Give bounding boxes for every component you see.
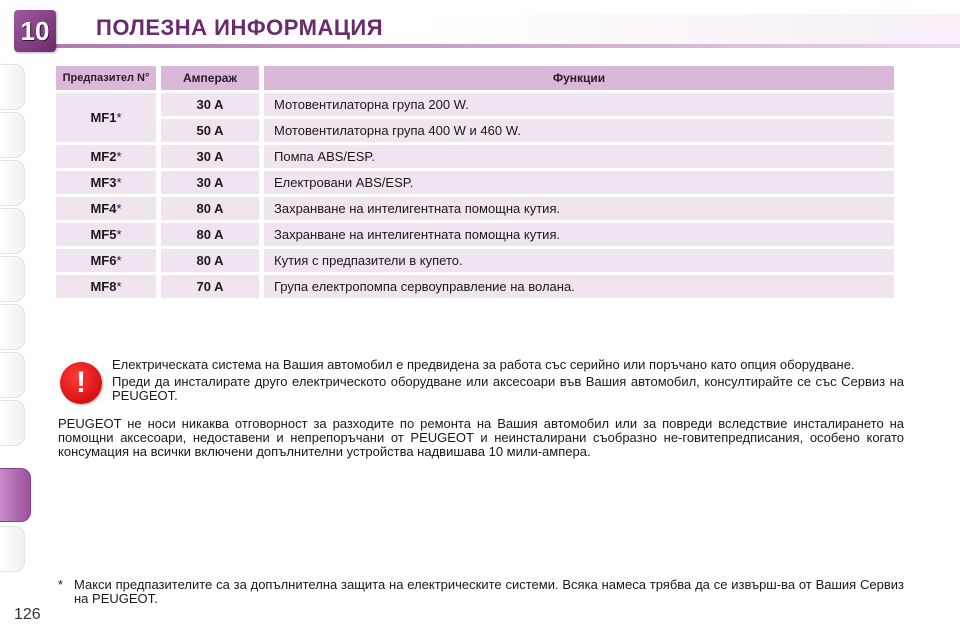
- fuse-cell: [56, 171, 156, 194]
- function-cell: Кутия с предпазители в купето.: [264, 249, 894, 272]
- side-tab[interactable]: [0, 304, 25, 350]
- side-tab[interactable]: [0, 112, 25, 158]
- footnote-marker: *: [58, 577, 64, 592]
- amperage-cell: 50 A: [161, 119, 259, 142]
- fuse-cell: [56, 223, 156, 246]
- function-cell: Захранване на интелигентната помощна кутия.: [264, 223, 894, 246]
- table-header-row: [56, 66, 894, 90]
- side-tab-active[interactable]: [0, 468, 31, 522]
- amperage-cell: 80 A: [161, 197, 259, 220]
- chapter-side-tabs: [0, 64, 32, 574]
- table-row: [56, 171, 894, 194]
- side-tab[interactable]: [0, 526, 25, 572]
- footnote-star: *: [116, 110, 122, 125]
- fuse-id: MF5: [90, 227, 117, 242]
- page-header: [0, 0, 960, 60]
- footnote-star: *: [116, 149, 122, 164]
- amperage-cell: 30 A: [161, 145, 259, 168]
- chapter-badge: [14, 10, 56, 52]
- footnote-star: *: [116, 227, 122, 242]
- liability-paragraph: PEUGEOT не носи никаква отговорност за разходите по ремонта на Вашия автомобил или за повреди вследствие инсталирането на помощни аксесоари, недоставени и непрепоръчани от PEUGEOT и неинсталирани съобразно не-говитепредписания, особено когато консумация на всички включени допълнителни устройства надвишава 10 мили-ампера.: [58, 416, 904, 459]
- amperage-cell: 80 A: [161, 249, 259, 272]
- amperage-cell: 30 A: [161, 93, 259, 116]
- fuse-id: MF4: [90, 201, 117, 216]
- table-row: [56, 249, 894, 272]
- fuse-id: MF3: [90, 175, 117, 190]
- function-cell: Електровани ABS/ESP.: [264, 171, 894, 194]
- side-tab[interactable]: [0, 400, 25, 446]
- warning-notice: [112, 358, 904, 406]
- footnote-star: *: [116, 253, 122, 268]
- fuse-cell: [56, 249, 156, 272]
- fuse-id: MF8: [90, 279, 117, 294]
- side-tab[interactable]: [0, 64, 25, 110]
- footnote: [58, 578, 904, 606]
- column-header-fuse: Предпазител N°: [56, 66, 156, 90]
- footnote-text: Макси предпазителите са за допълнителна защита на електрическите системи. Всяка намеса трябва да се извърш-ва от Вашия Сервиз на PEUGEOT.: [74, 577, 904, 606]
- table-row: [56, 275, 894, 298]
- function-cell: Мотовентилаторна група 200 W.: [264, 93, 894, 116]
- fuse-cell: [56, 145, 156, 168]
- side-tab[interactable]: [0, 352, 25, 398]
- fuse-cell: [56, 275, 156, 298]
- page-number: 126: [14, 606, 41, 623]
- table-row: [56, 145, 894, 168]
- warning-paragraph: Електрическата система на Вашия автомобил е предвидена за работа със серийно или поръчано като опция оборудване.: [112, 357, 855, 372]
- table-row: [56, 197, 894, 220]
- table-row: [56, 119, 894, 142]
- warning-paragraph: Преди да инсталирате друго електрическото оборудване или аксесоари във Вашия автомобил, консултирайте се със Сервиз на PEUGEOT.: [112, 374, 904, 403]
- amperage-cell: 70 A: [161, 275, 259, 298]
- exclamation-glyph: !: [76, 366, 86, 399]
- function-cell: Захранване на интелигентната помощна кутия.: [264, 197, 894, 220]
- fuse-id: MF6: [90, 253, 117, 268]
- side-tab[interactable]: [0, 256, 25, 302]
- table-row: [56, 223, 894, 246]
- column-header-functions: Функции: [264, 66, 894, 90]
- side-tab[interactable]: [0, 208, 25, 254]
- fuse-id: MF1: [90, 110, 117, 125]
- page-title: ПОЛЕЗНА ИНФОРМАЦИЯ: [96, 15, 384, 40]
- amperage-cell: 30 A: [161, 171, 259, 194]
- fuse-table: [51, 63, 899, 301]
- amperage-cell: 80 A: [161, 223, 259, 246]
- column-header-amperage: Ампераж: [161, 66, 259, 90]
- table-row: [56, 93, 894, 116]
- footnote-star: *: [116, 279, 122, 294]
- fuse-cell: [56, 93, 156, 142]
- footnote-star: *: [116, 175, 122, 190]
- chapter-number: 10: [20, 16, 50, 46]
- fuse-cell: [56, 197, 156, 220]
- header-underline: [56, 44, 960, 48]
- fuse-id: MF2: [90, 149, 117, 164]
- side-tab[interactable]: [0, 160, 25, 206]
- footnote-star: *: [116, 201, 122, 216]
- function-cell: Мотовентилаторна група 400 W и 460 W.: [264, 119, 894, 142]
- function-cell: Помпа ABS/ESP.: [264, 145, 894, 168]
- function-cell: Група електропомпа сервоуправление на волана.: [264, 275, 894, 298]
- exclamation-circle-icon: [60, 362, 102, 404]
